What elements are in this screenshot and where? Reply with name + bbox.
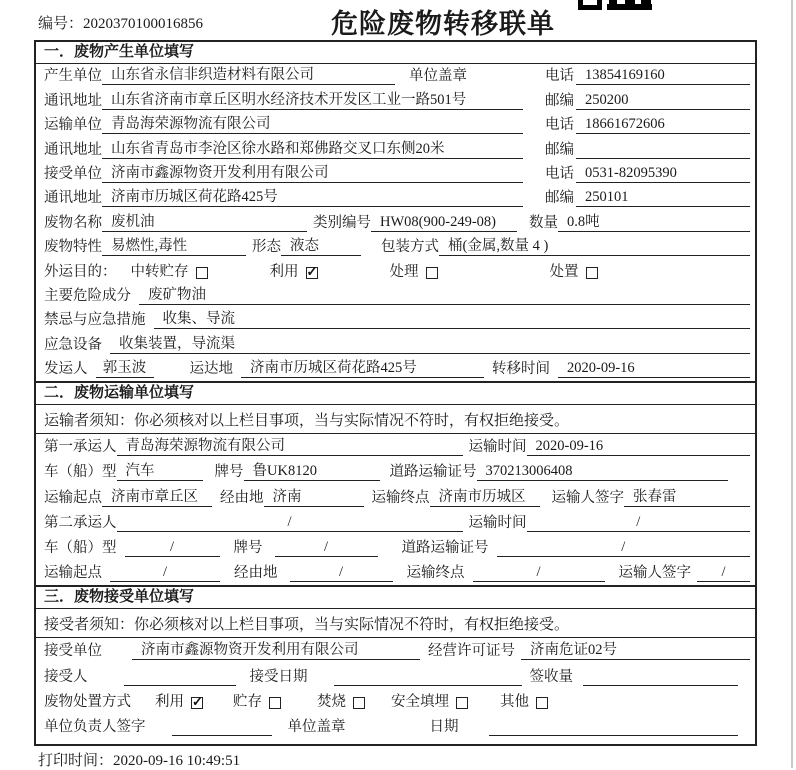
date-value: [489, 735, 739, 736]
option-label: 焚烧: [317, 693, 346, 710]
doc-number-label: 编号：: [38, 16, 84, 32]
producer-unit-label: 产生单位: [44, 68, 102, 85]
quantity-label: 数量: [529, 214, 558, 231]
option-incinerate: [317, 690, 365, 711]
print-time-value: 2020-09-16 10:49:51: [113, 753, 241, 769]
qr-block: [641, 0, 651, 5]
option-label: 利用: [155, 693, 184, 710]
landfill-checkbox: [456, 697, 468, 709]
producer-unit-value: 山东省永信非织造材料有限公司: [102, 63, 395, 85]
transporter-unit-value: 青岛海荣源物流有限公司: [102, 112, 523, 134]
utilize-checkbox: [306, 267, 318, 279]
first-carrier-row: [36, 434, 755, 459]
via-label: 经由地: [220, 489, 264, 506]
transfer-date-label: 转移时间: [492, 361, 550, 378]
qr-finder-block: [578, 0, 602, 10]
received-quantity-value: [583, 685, 738, 686]
option-label: 处理: [389, 263, 419, 280]
producer-unit-row: [36, 64, 755, 88]
producer-address-row: [36, 88, 755, 112]
phone-label: 电话: [545, 165, 574, 182]
address-value: 山东省青岛市李沧区徐水路和郑佛路交叉口东侧20米: [102, 137, 523, 159]
zip-value: 250101: [576, 189, 750, 207]
packaging-value: 桶(金属,数量 4 ): [439, 234, 750, 256]
option-dispose: [550, 260, 598, 281]
transporter-notice: 运输者须知：你必须核对以上栏目事项，当与实际情况不符时，有权拒绝接受。: [36, 405, 755, 434]
disposal-method-row: [36, 689, 755, 714]
unit-seal-label: 单位盖章: [409, 68, 467, 85]
receiver-unit-row: [36, 162, 755, 186]
dispose-checkbox: [586, 267, 598, 279]
origin-label: 运输起点: [44, 565, 102, 582]
qr-block: [609, 0, 617, 5]
option-label: 贮存: [233, 693, 262, 710]
recipient-value: [124, 685, 236, 686]
incinerate-checkbox: [353, 697, 365, 709]
option-label: 处置: [549, 263, 579, 280]
unit-seal-label: 单位盖章: [287, 718, 346, 735]
emergency-equipment-value: 收集装置，导流渠: [110, 332, 750, 354]
store-checkbox: [269, 697, 281, 709]
terminus-label: 运输终点: [406, 565, 465, 582]
responsible-signature-label: 单位负责人签字: [44, 718, 146, 735]
option-label: 中转贮存: [130, 263, 189, 280]
section-producer: [36, 42, 755, 381]
plate-number-value: 鲁UK8120: [244, 459, 380, 481]
option-other: [500, 690, 548, 711]
receiving-unit-value: 济南市鑫源物资开发利用有限公司: [132, 638, 420, 660]
received-quantity-label: 签收量: [529, 668, 573, 685]
receive-date-value: [334, 685, 522, 686]
via-value: 济南: [264, 485, 364, 507]
category-code-label: 类别编号: [313, 214, 371, 231]
form-state-label: 形态: [252, 239, 281, 256]
phone-group: [545, 162, 750, 183]
receiver-address-row: [36, 186, 755, 210]
receiver-unit-value: 济南市鑫源物资开发利用有限公司: [102, 161, 523, 183]
hazard-component-row: [36, 284, 755, 308]
address-value: 山东省济南市章丘区明水经济技术开发区工业一路501号: [102, 88, 523, 110]
road-permit-label: 道路运输证号: [389, 464, 477, 481]
zip-label: 邮编: [545, 92, 574, 109]
zip-group: [545, 138, 750, 159]
recipient-row: [36, 663, 755, 688]
doc-number: [38, 12, 203, 33]
first-carrier-value: 青岛海荣源物流有限公司: [117, 434, 463, 456]
receiver-notice: 接受者须知：你必须核对以上栏目事项，当与实际情况不符时，有权拒绝接受。: [36, 609, 755, 638]
emergency-measures-row: [36, 308, 755, 332]
waste-property-row: [36, 235, 755, 259]
waste-property-label: 废物特性: [44, 239, 102, 256]
terminus-label: 运输终点: [371, 489, 430, 506]
route-row-2: [36, 560, 755, 585]
address-label: 通讯地址: [44, 190, 102, 207]
doc-number-value: 2020370100016856: [83, 16, 204, 32]
section2-header: 二．废物运输单位填写: [36, 383, 755, 405]
transfer-purpose-label: 外运目的：: [44, 263, 117, 280]
origin-value: 济南市章丘区: [102, 485, 212, 507]
origin-label: 运输起点: [44, 489, 102, 506]
transit-storage-checkbox: [196, 267, 208, 279]
zip-group: [545, 186, 750, 207]
consignor-value: 郭玉波: [96, 356, 154, 378]
other-checkbox: [536, 697, 548, 709]
route-row: [36, 484, 755, 509]
road-permit-value: /: [497, 539, 751, 557]
transport-date-value: 2020-09-16: [527, 438, 751, 456]
license-number-label: 经营许可证号: [428, 643, 515, 660]
destination-label: 运达地: [189, 361, 233, 378]
phone-label: 电话: [545, 117, 574, 134]
emergency-measures-value: 收集、导流: [154, 307, 751, 329]
road-permit-label: 道路运输证号: [401, 540, 489, 557]
vehicle-type-row: [36, 459, 755, 484]
receiver-unit-label: 接受单位: [44, 165, 102, 182]
consignor-label: 发运人: [44, 361, 88, 378]
address-label: 通讯地址: [44, 141, 102, 158]
print-time: [38, 749, 240, 770]
vehicle-type-label: 车（船）型: [44, 540, 117, 557]
origin-value: /: [110, 564, 220, 582]
transport-date-label: 运输时间: [468, 514, 527, 531]
via-label: 经由地: [234, 565, 278, 582]
form-title: 危险废物转移联单: [331, 9, 555, 39]
option-treat: [390, 260, 438, 281]
section3-header: 三．废物接受单位填写: [36, 587, 755, 609]
destination-value: 济南市历城区荷花路425号: [241, 356, 484, 378]
driver-signature-label: 运输人签字: [618, 565, 691, 582]
zip-label: 邮编: [545, 190, 574, 207]
phone-label: 电话: [545, 68, 574, 85]
plate-number-value: /: [275, 539, 378, 557]
first-carrier-label: 第一承运人: [44, 439, 117, 456]
second-carrier-row: [36, 510, 755, 535]
phone-value: 13854169160: [576, 67, 750, 85]
waste-property-value: 易燃性,毒性: [102, 234, 246, 256]
transporter-address-row: [36, 137, 755, 161]
transfer-date-value: 2020-09-16: [558, 360, 750, 378]
section-receiver: [36, 585, 755, 739]
option-landfill: [391, 690, 468, 711]
option-label: 其他: [500, 693, 529, 710]
transporter-unit-label: 运输单位: [44, 117, 102, 134]
quantity-value: 0.8吨: [558, 210, 750, 232]
qr-code-fragment-icon: [578, 0, 654, 10]
second-carrier-value: /: [117, 514, 463, 532]
packaging-label: 包装方式: [381, 239, 439, 256]
option-label: 安全填埋: [391, 693, 449, 710]
category-code-value: HW08(900-249-08): [371, 214, 517, 232]
waste-name-value: 废机油: [102, 210, 307, 232]
responsible-signature-row: [36, 714, 755, 739]
responsible-signature-value: [172, 735, 272, 736]
hazard-component-value: 废矿物油: [139, 283, 750, 305]
plate-number-label: 牌号: [233, 540, 263, 557]
option-label: 利用: [269, 263, 299, 280]
address-label: 通讯地址: [44, 92, 102, 109]
zip-value: [576, 158, 750, 159]
treat-checkbox: [426, 267, 438, 279]
emergency-measures-label: 禁忌与应急措施: [44, 312, 146, 329]
qr-block: [625, 0, 635, 5]
recipient-label: 接受人: [44, 668, 88, 685]
transporter-unit-row: [36, 113, 755, 137]
option-store: [233, 690, 281, 711]
receiving-unit-label: 接受单位: [44, 643, 102, 660]
phone-value: 18661672606: [576, 116, 750, 134]
transport-date-label: 运输时间: [468, 439, 527, 456]
terminus-value: 济南市历城区: [430, 485, 540, 507]
scan-edge-line: [791, 0, 793, 768]
driver-signature-label: 运输人签字: [551, 489, 624, 506]
section-transporter: [36, 381, 755, 585]
option-utilize: [270, 260, 318, 281]
second-carrier-label: 第二承运人: [44, 514, 117, 531]
address-value: 济南市历城区荷花路425号: [102, 185, 523, 207]
driver-signature-value: 张春雷: [624, 485, 750, 507]
date-label: 日期: [429, 718, 459, 735]
waste-name-label: 废物名称: [44, 214, 102, 231]
phone-group: [545, 64, 750, 85]
zip-group: [545, 89, 750, 110]
transport-date-value: /: [527, 514, 751, 532]
emergency-equipment-row: [36, 332, 755, 356]
form-state-value: 液态: [281, 234, 361, 256]
phone-group: [545, 113, 750, 134]
transfer-purpose-row: [36, 259, 755, 283]
consignor-row: [36, 357, 755, 381]
transfer-manifest-form: [34, 40, 757, 746]
section1-header: 一．废物产生单位填写: [36, 42, 755, 64]
vehicle-type-label: 车（船）型: [44, 464, 117, 481]
vehicle-type-value: /: [125, 539, 220, 557]
hazard-component-label: 主要危险成分: [44, 287, 131, 304]
via-value: /: [290, 564, 393, 582]
option-transit-storage: [131, 260, 208, 281]
zip-value: 250200: [576, 92, 750, 110]
receive-date-label: 接受日期: [249, 668, 308, 685]
emergency-equipment-label: 应急设备: [44, 336, 102, 353]
disposal-method-label: 废物处置方式: [44, 693, 131, 710]
print-time-label: 打印时间：: [38, 753, 114, 769]
phone-value: 0531-82095390: [576, 165, 750, 183]
terminus-value: /: [473, 564, 605, 582]
option-utilize: [155, 690, 203, 711]
license-number-value: 济南危证02号: [521, 638, 750, 660]
vehicle-type-value: 汽车: [117, 459, 203, 481]
vehicle-type-row-2: [36, 535, 755, 560]
utilize-checkbox: [191, 697, 203, 709]
road-permit-value: 370213006408: [477, 463, 729, 481]
zip-label: 邮编: [545, 141, 574, 158]
receiving-unit-row: [36, 638, 755, 663]
waste-name-row: [36, 210, 755, 234]
driver-signature-value: /: [697, 564, 750, 582]
plate-number-label: 牌号: [214, 464, 244, 481]
